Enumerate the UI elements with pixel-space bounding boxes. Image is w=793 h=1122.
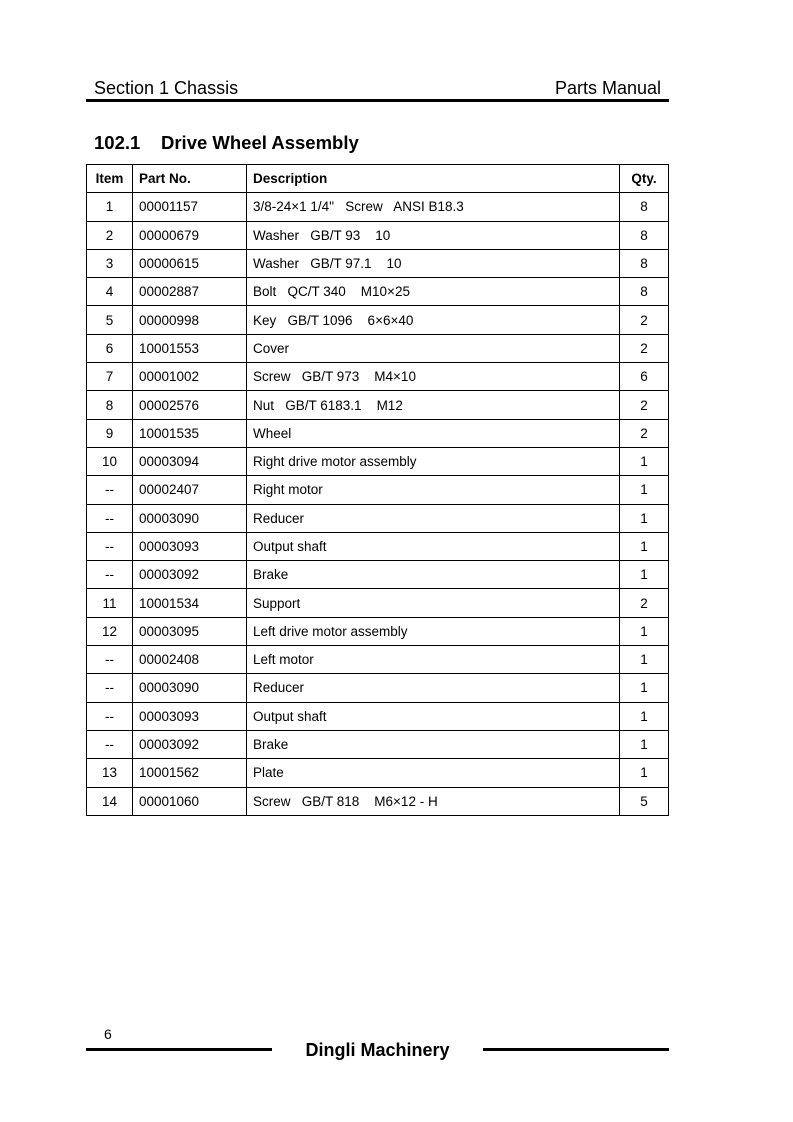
cell-part-no: 00003093 bbox=[133, 532, 247, 560]
cell-qty: 2 bbox=[620, 589, 669, 617]
company-name: Dingli Machinery bbox=[305, 1040, 450, 1060]
cell-description: Right motor bbox=[247, 476, 620, 504]
table-row bbox=[87, 561, 669, 589]
cell-description: 3/8-24×1 1/4" Screw ANSI B18.3 bbox=[247, 193, 620, 221]
cell-qty: 1 bbox=[620, 702, 669, 730]
cell-item: 9 bbox=[87, 419, 133, 447]
cell-qty: 8 bbox=[620, 278, 669, 306]
cell-item: 3 bbox=[87, 249, 133, 277]
cell-item: -- bbox=[87, 730, 133, 758]
page-title bbox=[94, 132, 359, 154]
cell-description: Plate bbox=[247, 759, 620, 787]
cell-part-no: 10001553 bbox=[133, 334, 247, 362]
table-row bbox=[87, 278, 669, 306]
cell-item: 7 bbox=[87, 363, 133, 391]
table-row bbox=[87, 447, 669, 475]
table-row bbox=[87, 589, 669, 617]
cell-qty: 2 bbox=[620, 391, 669, 419]
cell-qty: 1 bbox=[620, 504, 669, 532]
parts-table bbox=[86, 164, 669, 816]
cell-description: Brake bbox=[247, 561, 620, 589]
cell-item: 5 bbox=[87, 306, 133, 334]
cell-part-no: 00002887 bbox=[133, 278, 247, 306]
page-header bbox=[86, 76, 669, 98]
table-row bbox=[87, 674, 669, 702]
cell-part-no: 00000615 bbox=[133, 249, 247, 277]
section-title: Section 1 Chassis bbox=[94, 78, 239, 98]
section-heading: Drive Wheel Assembly bbox=[161, 132, 359, 153]
cell-description: Bolt QC/T 340 M10×25 bbox=[247, 278, 620, 306]
manual-title: Parts Manual bbox=[554, 78, 661, 98]
cell-part-no: 00003090 bbox=[133, 674, 247, 702]
cell-description: Screw GB/T 818 M6×12 - H bbox=[247, 787, 620, 815]
column-header-description: Description bbox=[247, 165, 620, 193]
cell-part-no: 00000679 bbox=[133, 221, 247, 249]
cell-item: 10 bbox=[87, 447, 133, 475]
section-number: 102.1 bbox=[94, 132, 141, 153]
cell-item: 14 bbox=[87, 787, 133, 815]
cell-item: 11 bbox=[87, 589, 133, 617]
cell-part-no: 10001562 bbox=[133, 759, 247, 787]
cell-part-no: 00003094 bbox=[133, 447, 247, 475]
cell-description: Washer GB/T 97.1 10 bbox=[247, 249, 620, 277]
cell-item: -- bbox=[87, 646, 133, 674]
cell-part-no: 10001534 bbox=[133, 589, 247, 617]
footer-divider-left bbox=[86, 1048, 272, 1051]
cell-description: Wheel bbox=[247, 419, 620, 447]
cell-description: Reducer bbox=[247, 674, 620, 702]
cell-qty: 1 bbox=[620, 759, 669, 787]
table-row bbox=[87, 391, 669, 419]
cell-item: 8 bbox=[87, 391, 133, 419]
cell-qty: 8 bbox=[620, 221, 669, 249]
cell-item: 1 bbox=[87, 193, 133, 221]
cell-item: -- bbox=[87, 702, 133, 730]
column-header-qty: Qty. bbox=[620, 165, 669, 193]
table-row bbox=[87, 617, 669, 645]
cell-qty: 8 bbox=[620, 249, 669, 277]
cell-description: Nut GB/T 6183.1 M12 bbox=[247, 391, 620, 419]
column-header-part-no: Part No. bbox=[133, 165, 247, 193]
cell-part-no: 00001060 bbox=[133, 787, 247, 815]
table-row bbox=[87, 306, 669, 334]
cell-description: Output shaft bbox=[247, 702, 620, 730]
cell-qty: 1 bbox=[620, 617, 669, 645]
cell-item: -- bbox=[87, 476, 133, 504]
table-row bbox=[87, 221, 669, 249]
cell-part-no: 00000998 bbox=[133, 306, 247, 334]
column-header-item: Item bbox=[87, 165, 133, 193]
table-row bbox=[87, 363, 669, 391]
cell-part-no: 00002408 bbox=[133, 646, 247, 674]
cell-description: Brake bbox=[247, 730, 620, 758]
cell-part-no: 00003092 bbox=[133, 561, 247, 589]
cell-item: -- bbox=[87, 674, 133, 702]
cell-qty: 6 bbox=[620, 363, 669, 391]
cell-part-no: 00002407 bbox=[133, 476, 247, 504]
cell-part-no: 00002576 bbox=[133, 391, 247, 419]
cell-description: Support bbox=[247, 589, 620, 617]
cell-description: Cover bbox=[247, 334, 620, 362]
footer-divider-right bbox=[483, 1048, 669, 1051]
cell-part-no: 10001535 bbox=[133, 419, 247, 447]
cell-part-no: 00003090 bbox=[133, 504, 247, 532]
table-row bbox=[87, 476, 669, 504]
cell-qty: 1 bbox=[620, 447, 669, 475]
cell-description: Left motor bbox=[247, 646, 620, 674]
cell-description: Key GB/T 1096 6×6×40 bbox=[247, 306, 620, 334]
table-header-row bbox=[87, 165, 669, 193]
cell-part-no: 00003095 bbox=[133, 617, 247, 645]
cell-item: 13 bbox=[87, 759, 133, 787]
cell-item: 12 bbox=[87, 617, 133, 645]
table-row bbox=[87, 249, 669, 277]
table-row bbox=[87, 646, 669, 674]
cell-description: Screw GB/T 973 M4×10 bbox=[247, 363, 620, 391]
cell-qty: 2 bbox=[620, 334, 669, 362]
cell-item: 4 bbox=[87, 278, 133, 306]
cell-qty: 1 bbox=[620, 730, 669, 758]
cell-item: -- bbox=[87, 532, 133, 560]
table-row bbox=[87, 419, 669, 447]
cell-description: Reducer bbox=[247, 504, 620, 532]
cell-qty: 1 bbox=[620, 532, 669, 560]
table-row bbox=[87, 702, 669, 730]
cell-item: -- bbox=[87, 561, 133, 589]
cell-description: Right drive motor assembly bbox=[247, 447, 620, 475]
table-row bbox=[87, 193, 669, 221]
cell-qty: 5 bbox=[620, 787, 669, 815]
cell-item: 2 bbox=[87, 221, 133, 249]
cell-qty: 1 bbox=[620, 646, 669, 674]
cell-part-no: 00001002 bbox=[133, 363, 247, 391]
cell-description: Output shaft bbox=[247, 532, 620, 560]
table-row bbox=[87, 759, 669, 787]
header-divider bbox=[86, 99, 669, 102]
page-number: 6 bbox=[104, 1026, 112, 1042]
parts-table-body bbox=[87, 193, 669, 816]
cell-part-no: 00003092 bbox=[133, 730, 247, 758]
cell-qty: 8 bbox=[620, 193, 669, 221]
cell-part-no: 00003093 bbox=[133, 702, 247, 730]
cell-part-no: 00001157 bbox=[133, 193, 247, 221]
table-row bbox=[87, 787, 669, 815]
table-row bbox=[87, 730, 669, 758]
cell-item: -- bbox=[87, 504, 133, 532]
table-row bbox=[87, 334, 669, 362]
cell-qty: 1 bbox=[620, 561, 669, 589]
cell-description: Left drive motor assembly bbox=[247, 617, 620, 645]
cell-qty: 2 bbox=[620, 306, 669, 334]
table-row bbox=[87, 504, 669, 532]
cell-qty: 1 bbox=[620, 674, 669, 702]
cell-description: Washer GB/T 93 10 bbox=[247, 221, 620, 249]
cell-qty: 1 bbox=[620, 476, 669, 504]
table-row bbox=[87, 532, 669, 560]
cell-qty: 2 bbox=[620, 419, 669, 447]
cell-item: 6 bbox=[87, 334, 133, 362]
